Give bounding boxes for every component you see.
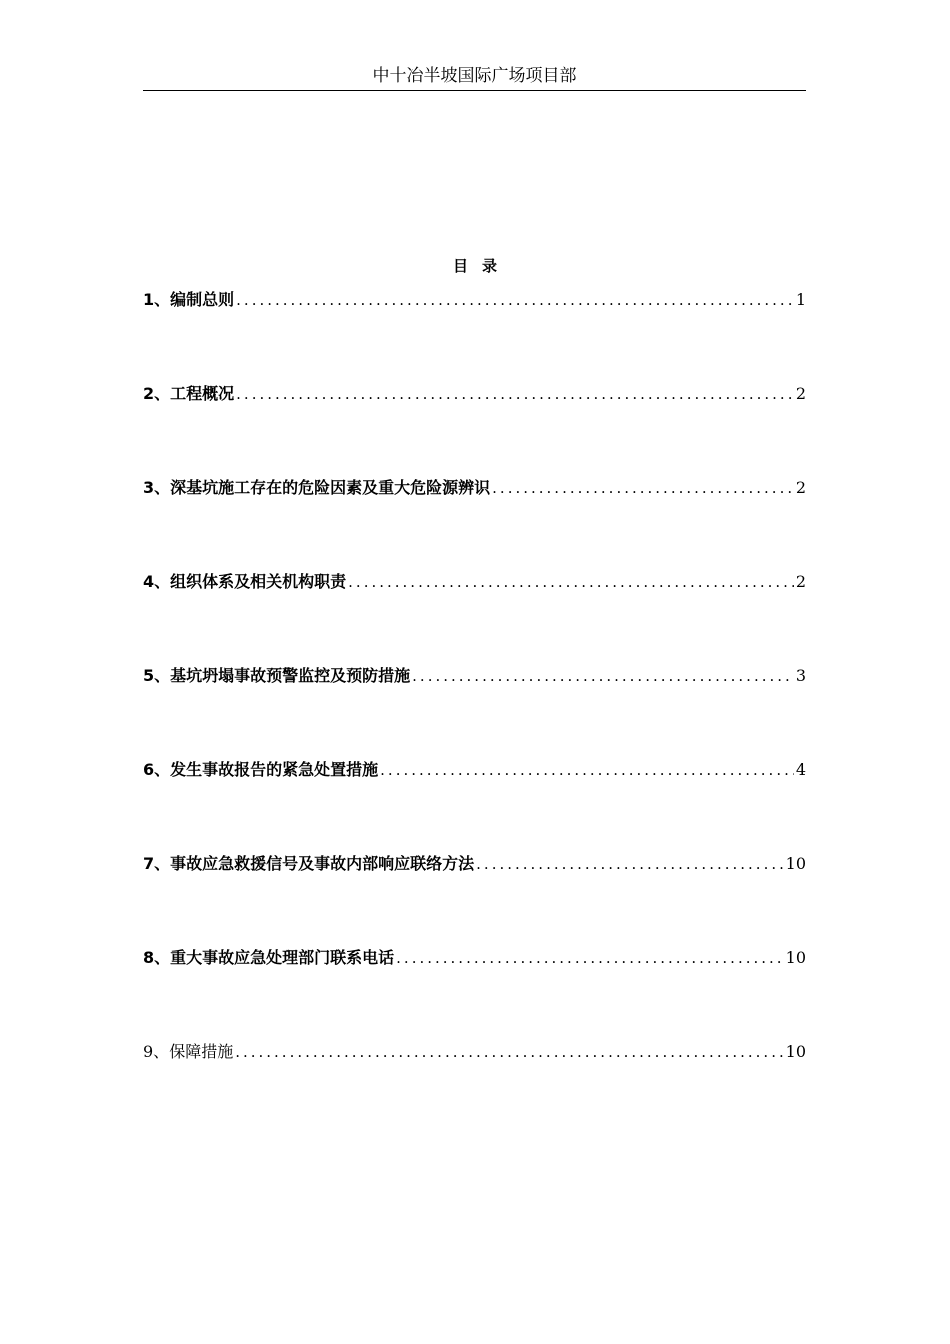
toc-page-number: 10 bbox=[785, 1042, 806, 1061]
toc-entry-2[interactable] bbox=[143, 378, 806, 472]
toc-entry-title: 1、编制总则 bbox=[143, 290, 235, 309]
toc-entry-4[interactable] bbox=[143, 566, 806, 660]
toc-entry-title: 6、发生事故报告的紧急处置措施 bbox=[143, 760, 379, 779]
dot-leader bbox=[396, 942, 783, 974]
toc-entry-title: 2、工程概况 bbox=[143, 384, 235, 403]
dot-leader bbox=[476, 848, 783, 880]
toc-entry-title: 7、事故应急救援信号及事故内部响应联络方法 bbox=[143, 854, 475, 873]
dot-leader bbox=[235, 1036, 783, 1068]
toc-page-number: 3 bbox=[795, 666, 806, 685]
toc-entry-7[interactable] bbox=[143, 848, 806, 942]
toc-page-number: 2 bbox=[795, 384, 806, 403]
header-title: 中十冶半坡国际广场项目部 bbox=[372, 66, 577, 86]
toc-entry-8[interactable] bbox=[143, 942, 806, 1036]
dot-leader bbox=[236, 284, 794, 316]
dot-leader bbox=[348, 566, 794, 598]
toc-entry-1[interactable] bbox=[143, 284, 806, 378]
toc-page-number: 10 bbox=[785, 948, 806, 967]
dot-leader bbox=[412, 660, 794, 692]
toc-page-number: 1 bbox=[795, 290, 806, 309]
toc-entry-3[interactable] bbox=[143, 472, 806, 566]
toc-heading: 目录 bbox=[452, 257, 511, 275]
table-of-contents bbox=[143, 284, 806, 1130]
toc-entry-5[interactable] bbox=[143, 660, 806, 754]
toc-page-number: 4 bbox=[795, 760, 806, 779]
toc-entry-6[interactable] bbox=[143, 754, 806, 848]
toc-page-number: 2 bbox=[795, 572, 806, 591]
dot-leader bbox=[236, 378, 794, 410]
toc-entry-title: 3、深基坑施工存在的危险因素及重大危险源辨识 bbox=[143, 478, 491, 497]
toc-entry-9[interactable] bbox=[143, 1036, 806, 1130]
toc-page-number: 2 bbox=[795, 478, 806, 497]
toc-entry-title: 4、组织体系及相关机构职责 bbox=[143, 572, 347, 591]
toc-entry-title: 9、保障措施 bbox=[143, 1042, 234, 1061]
toc-entry-title: 5、基坑坍塌事故预警监控及预防措施 bbox=[143, 666, 411, 685]
toc-entry-title: 8、重大事故应急处理部门联系电话 bbox=[143, 948, 395, 967]
dot-leader bbox=[380, 754, 794, 786]
page-header bbox=[143, 64, 806, 91]
toc-page-number: 10 bbox=[785, 854, 806, 873]
dot-leader bbox=[492, 472, 794, 504]
